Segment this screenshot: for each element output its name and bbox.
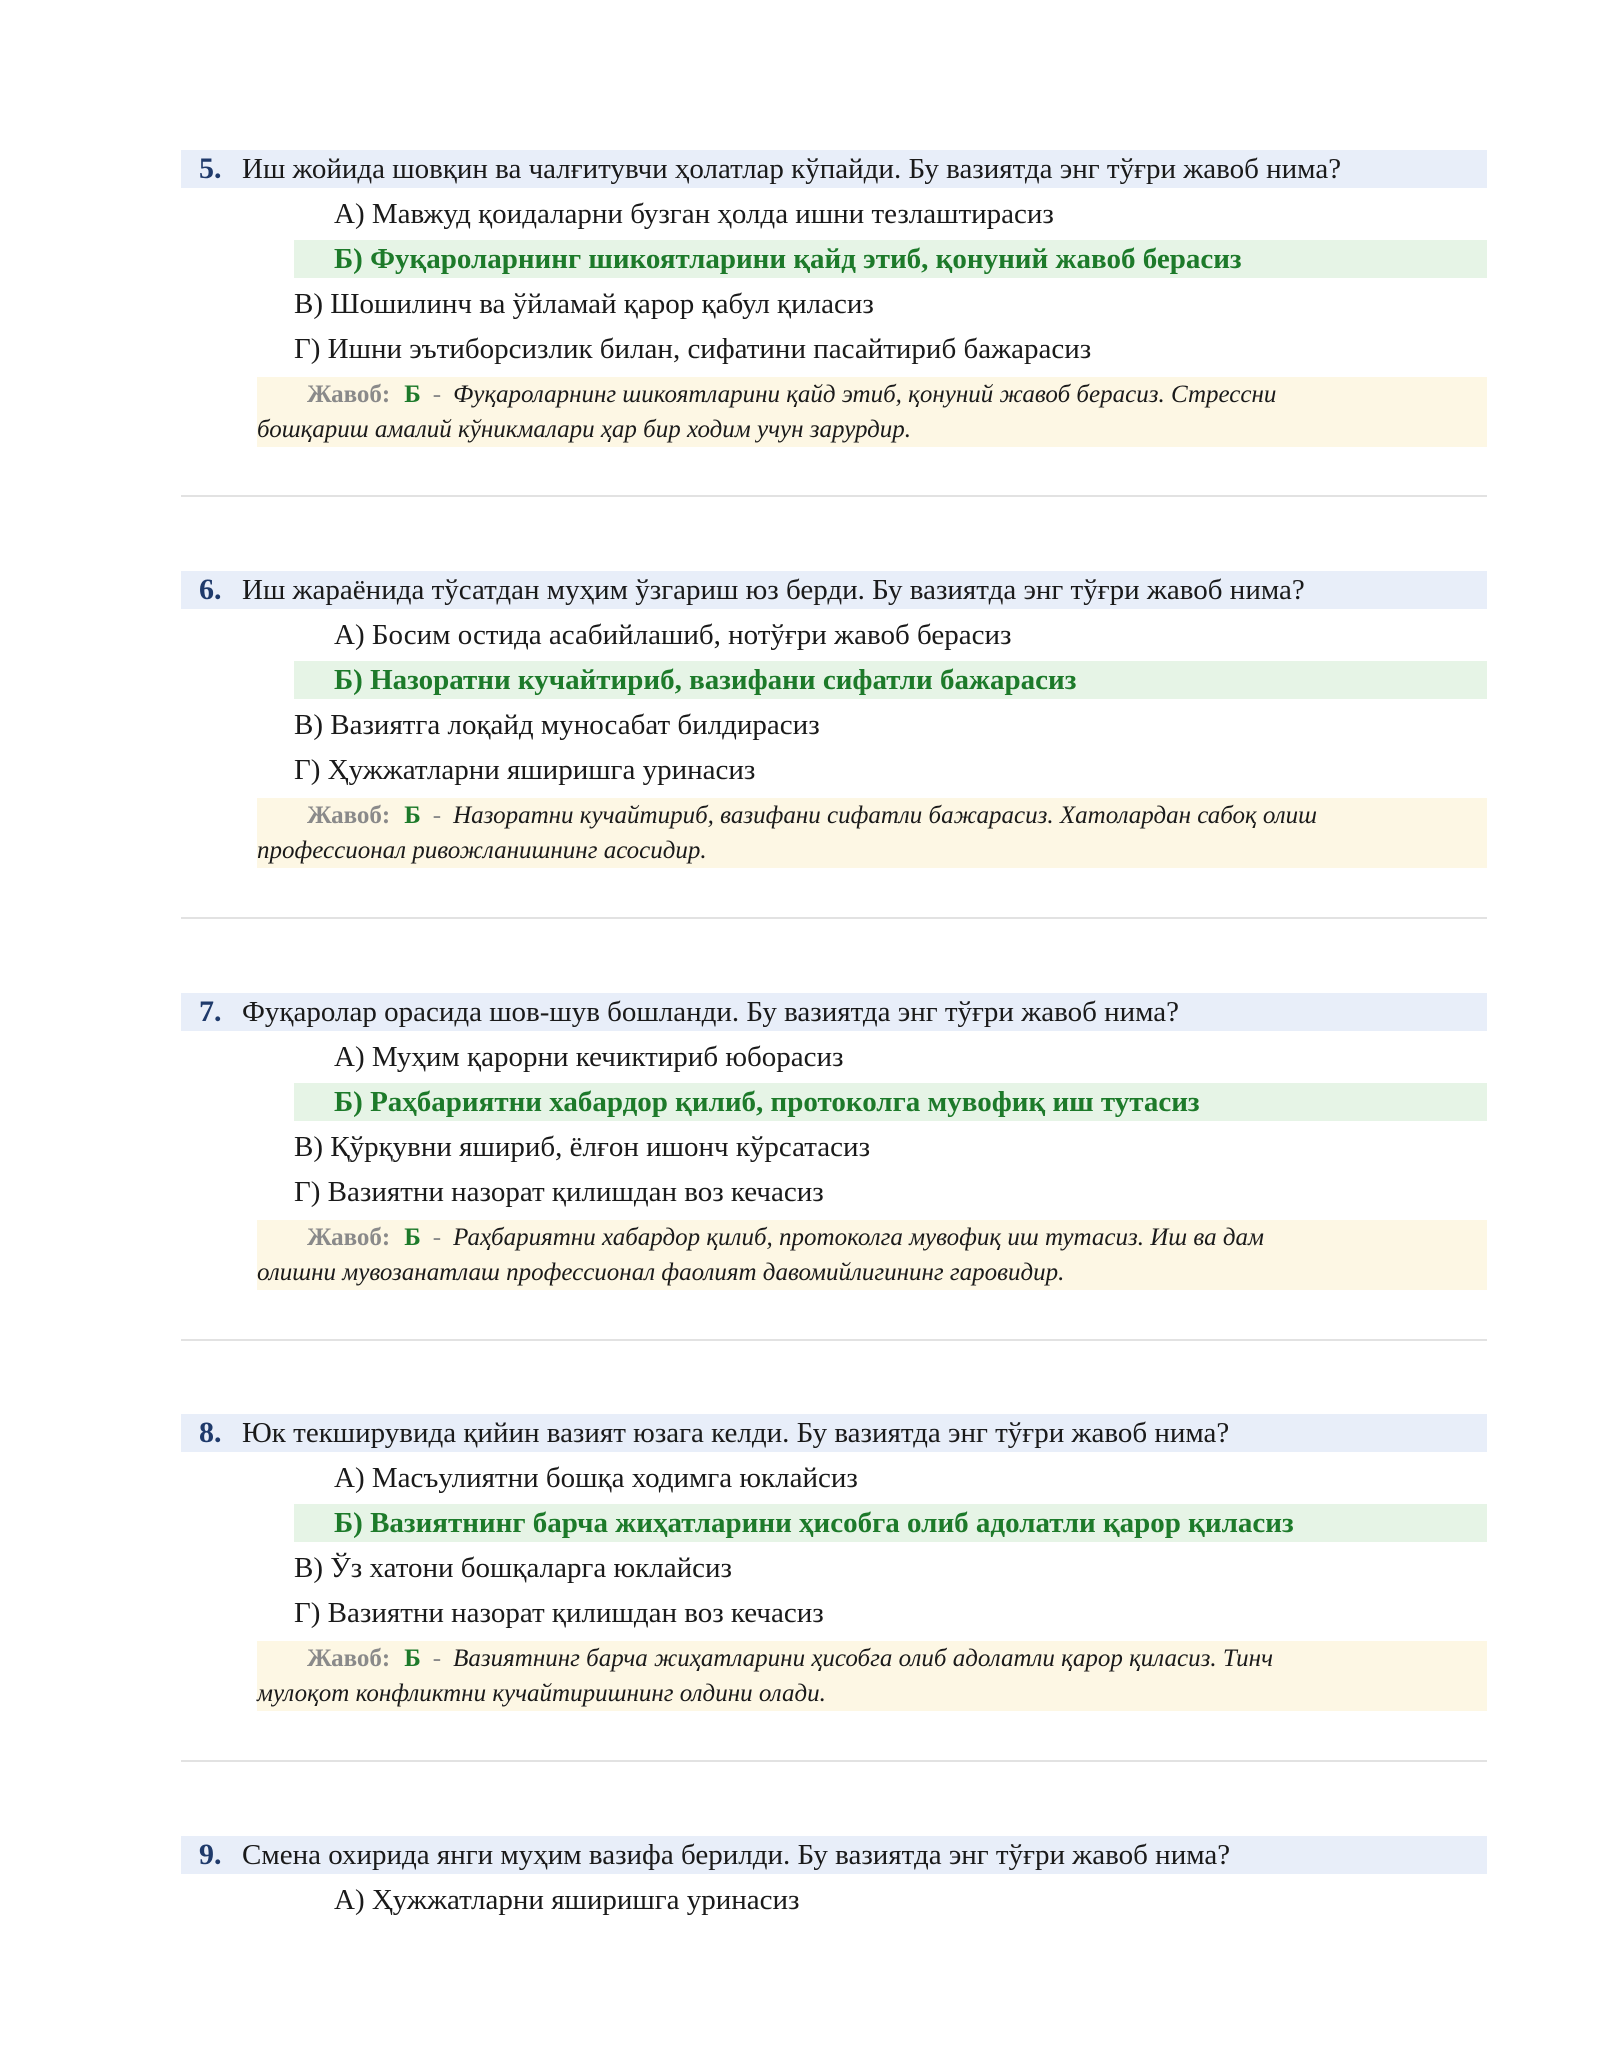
question-number: 6. xyxy=(199,573,222,606)
question-header xyxy=(181,150,1487,188)
answer-label: Жавоб: xyxy=(307,1224,391,1251)
option-b-text: Б) Фуқароларнинг шикоятларини қайд этиб, қонуний жавоб берасиз xyxy=(334,243,1242,275)
question-block-5 xyxy=(181,150,1487,450)
answer-letter: Б xyxy=(404,381,421,408)
question-text: Юк текширувида қийин вазият юзага келди. Бу вазиятда энг тўғри жавоб нима? xyxy=(242,1417,1230,1449)
answer-dash: - xyxy=(432,1224,442,1251)
answer-dash: - xyxy=(432,381,442,408)
question-number: 8. xyxy=(199,1416,222,1449)
option-b-text: Б) Назоратни кучайтириб, вазифани сифатли бажарасиз xyxy=(334,664,1077,696)
question-block-9 xyxy=(181,1836,1487,1926)
answer-dash: - xyxy=(432,1645,442,1672)
answer-explanation-1: Раҳбариятни хабардор қилиб, протоколга мувофиқ иш тутасиз. Иш ва дам xyxy=(453,1224,1264,1251)
answer-line-1 xyxy=(257,1641,1273,1676)
answer-line-1 xyxy=(257,1220,1264,1255)
answer-letter: Б xyxy=(404,802,421,829)
option-b-correct xyxy=(294,661,1487,699)
question-block-7 xyxy=(181,993,1487,1293)
answer-label: Жавоб: xyxy=(307,381,391,408)
answer-line-1 xyxy=(257,377,1276,412)
separator xyxy=(181,1760,1487,1762)
option-a: А) Ҳужжатларни яширишга уринасиз xyxy=(334,1884,800,1916)
answer-box xyxy=(257,798,1487,868)
question-text: Иш жойида шовқин ва чалғитувчи ҳолатлар кўпайди. Бу вазиятда энг тўғри жавоб нима? xyxy=(242,153,1342,185)
separator xyxy=(181,1339,1487,1341)
option-v: В) Шошилинч ва ўйламай қарор қабул қиласиз xyxy=(294,288,874,320)
answer-letter: Б xyxy=(404,1645,421,1672)
answer-explanation-2: бошқариш амалий кўникмалари ҳар бир ходим учун зарурдир. xyxy=(257,416,912,443)
option-g: Г) Ишни эътиборсизлик билан, сифатини пасайтириб бажарасиз xyxy=(294,333,1092,365)
option-b-correct xyxy=(294,1083,1487,1121)
answer-box xyxy=(257,1641,1487,1711)
answer-explanation-1: Фуқароларнинг шикоятларини қайд этиб, қонуний жавоб берасиз. Стрессни xyxy=(453,381,1277,408)
option-a: А) Муҳим қарорни кечиктириб юборасиз xyxy=(334,1041,844,1073)
answer-box xyxy=(257,1220,1487,1290)
option-b-text: Б) Вазиятнинг барча жиҳатларини ҳисобга олиб адолатли қарор қиласиз xyxy=(334,1507,1294,1539)
option-a: А) Мавжуд қоидаларни бузган ҳолда ишни тезлаштирасиз xyxy=(334,198,1054,230)
option-v: В) Ўз хатони бошқаларга юклайсиз xyxy=(294,1552,732,1584)
question-number: 9. xyxy=(199,1838,222,1871)
option-a: А) Масъулиятни бошқа ходимга юклайсиз xyxy=(334,1462,858,1494)
answer-label: Жавоб: xyxy=(307,802,391,829)
answer-letter: Б xyxy=(404,1224,421,1251)
separator xyxy=(181,495,1487,497)
question-number: 7. xyxy=(199,995,222,1028)
option-g: Г) Вазиятни назорат қилишдан воз кечасиз xyxy=(294,1176,824,1208)
answer-label: Жавоб: xyxy=(307,1645,391,1672)
question-header xyxy=(181,993,1487,1031)
question-header xyxy=(181,571,1487,609)
question-block-6 xyxy=(181,571,1487,871)
option-b-text: Б) Раҳбариятни хабардор қилиб, протоколга мувофиқ иш тутасиз xyxy=(334,1086,1200,1118)
answer-box xyxy=(257,377,1487,447)
question-header xyxy=(181,1414,1487,1452)
question-text: Смена охирида янги муҳим вазифа берилди. Бу вазиятда энг тўғри жавоб нима? xyxy=(242,1839,1231,1871)
answer-explanation-1: Назоратни кучайтириб, вазифани сифатли бажарасиз. Хатолардан сабоқ олиш xyxy=(453,802,1318,829)
option-g: Г) Вазиятни назорат қилишдан воз кечасиз xyxy=(294,1597,824,1629)
option-b-correct xyxy=(294,1504,1487,1542)
answer-line-1 xyxy=(257,798,1317,833)
option-a: А) Босим остида асабийлашиб, нотўғри жавоб берасиз xyxy=(334,619,1012,651)
question-number: 5. xyxy=(199,152,222,185)
answer-explanation-2: мулоқот конфликтни кучайтиришнинг олдини олади. xyxy=(257,1680,826,1707)
option-g: Г) Ҳужжатларни яширишга уринасиз xyxy=(294,754,756,786)
question-text: Иш жараёнида тўсатдан муҳим ўзгариш юз берди. Бу вазиятда энг тўғри жавоб нима? xyxy=(242,574,1305,606)
answer-dash: - xyxy=(432,802,442,829)
separator xyxy=(181,917,1487,919)
option-v: В) Қўрқувни яшириб, ёлғон ишонч кўрсатасиз xyxy=(294,1131,871,1163)
answer-explanation-1: Вазиятнинг барча жиҳатларини ҳисобга олиб адолатли қарор қиласиз. Тинч xyxy=(453,1645,1273,1672)
question-text: Фуқаролар орасида шов-шув бошланди. Бу вазиятда энг тўғри жавоб нима? xyxy=(242,996,1180,1028)
answer-explanation-2: профессионал ривожланишнинг асосидир. xyxy=(257,837,707,864)
option-b-correct xyxy=(294,240,1487,278)
option-v: В) Вазиятга лоқайд муносабат билдирасиз xyxy=(294,709,820,741)
question-header xyxy=(181,1836,1487,1874)
answer-explanation-2: олишни мувозанатлаш профессионал фаолият давомийлигининг гаровидир. xyxy=(257,1259,1065,1286)
question-block-8 xyxy=(181,1414,1487,1714)
